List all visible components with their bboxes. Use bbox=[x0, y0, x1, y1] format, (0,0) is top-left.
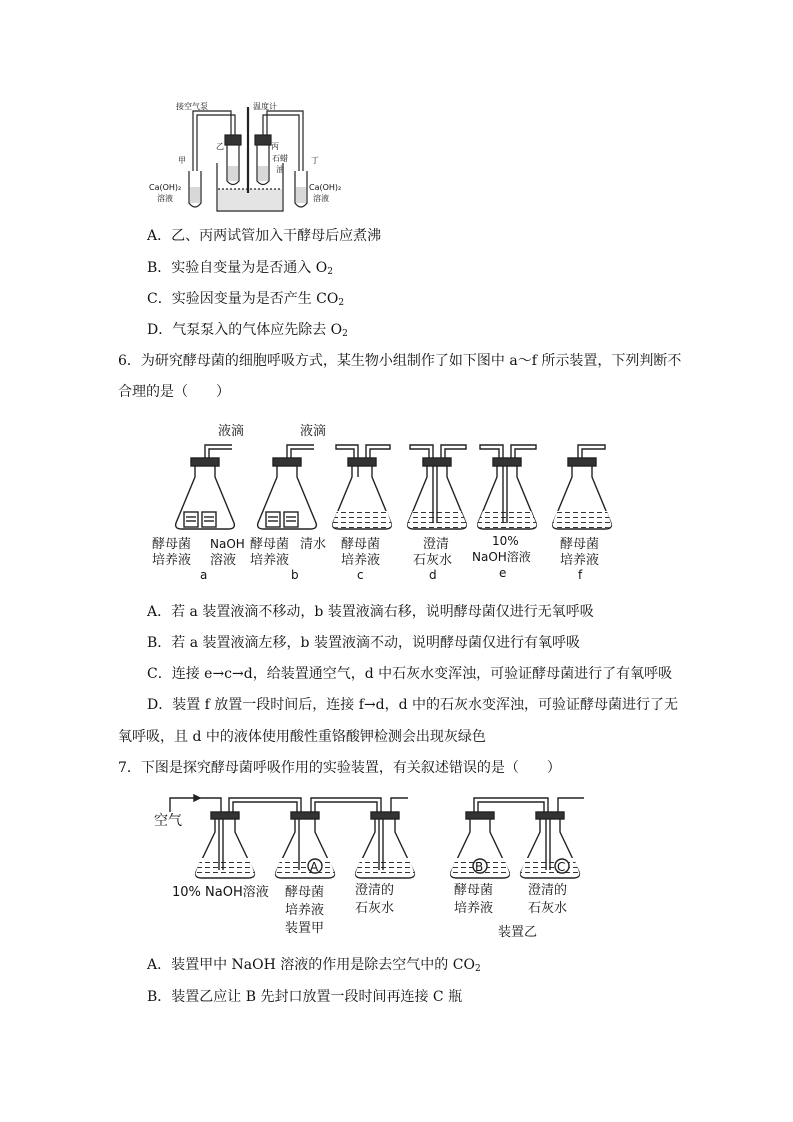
fig6-c-label1: 酵母菌 bbox=[341, 537, 381, 552]
fig5-label-thermo: 温度计 bbox=[253, 102, 277, 111]
fig6-a-left1: 酵母菌 bbox=[152, 537, 192, 552]
fig6-b-left1: 酵母菌 bbox=[250, 537, 290, 552]
fig6-d-label2: 石灰水 bbox=[413, 553, 453, 568]
fig6-a-right1: NaOH bbox=[210, 537, 245, 551]
fig6-b-letter: b bbox=[291, 568, 299, 582]
fig7-flaskA-letter: A bbox=[310, 860, 319, 874]
fig5-label-left-sol1: Ca(OH)₂ bbox=[149, 183, 182, 192]
fig6-a-letter: a bbox=[200, 568, 208, 582]
fig7-culture2: 培养液 bbox=[454, 901, 494, 916]
q5-option-b: B．实验自变量为是否通入 $O_2$ bbox=[147, 260, 333, 277]
fig6-droplet-a: 液滴 bbox=[218, 424, 245, 439]
fig6-c-letter: c bbox=[357, 568, 364, 582]
fig6-f-letter: f bbox=[578, 568, 583, 582]
fig7-yeast2: 酵母菌 bbox=[454, 883, 494, 898]
fig5-label-right-sol2: 溶液 bbox=[313, 194, 329, 203]
q6-stem-line1: 6．为研究酵母菌的细胞呼吸方式，某生物小组制作了如下图中 a～f 所示装置，下列判断不 bbox=[118, 353, 682, 369]
fig5-label-yi: 乙 bbox=[216, 142, 224, 151]
fig7-apparatus bbox=[148, 790, 598, 945]
q6-option-a: A．若 a 装置液滴不移动，b 装置液滴右移，说明酵母菌仅进行无氧呼吸 bbox=[147, 604, 594, 620]
fig6-droplet-b: 液滴 bbox=[300, 424, 327, 439]
q7-stem: 7．下图是探究酵母菌呼吸作用的实验装置，有关叙述错误的是（ ） bbox=[118, 760, 561, 776]
fig5-apparatus bbox=[145, 93, 360, 218]
fig6-a-left2: 培养液 bbox=[152, 553, 192, 568]
fig6-d-letter: d bbox=[429, 568, 437, 582]
q7-option-a: A．装置甲中 NaOH 溶液的作用是除去空气中的 $CO_2$ bbox=[147, 957, 481, 974]
q5-option-a: A．乙、丙两试管加入干酵母后应煮沸 bbox=[147, 228, 382, 244]
fig6-f-label1: 酵母菌 bbox=[560, 537, 600, 552]
fig7-lime2b: 石灰水 bbox=[528, 901, 568, 916]
fig6-e-label2: NaOH溶液 bbox=[472, 550, 531, 564]
fig7-device-yi: 装置乙 bbox=[498, 925, 538, 940]
fig7-air-label: 空气 bbox=[154, 813, 182, 829]
fig6-f-label2: 培养液 bbox=[560, 553, 600, 568]
fig7-flaskC-letter: C bbox=[557, 860, 566, 874]
fig5-label-jia: 甲 bbox=[178, 156, 186, 165]
fig6-e-letter: e bbox=[499, 566, 507, 580]
fig6-apparatus bbox=[140, 415, 620, 585]
q7-option-b: B．装置乙应让 B 先封口放置一段时间再连接 C 瓶 bbox=[147, 989, 463, 1005]
fig7-naoh-label: 10% NaOH溶液 bbox=[172, 885, 269, 900]
q5-option-c: C．实验因变量为是否产生 $CO_2$ bbox=[147, 291, 345, 308]
fig5-label-wax1: 石蜡 bbox=[272, 154, 288, 163]
fig6-e-label1: 10% bbox=[492, 534, 519, 548]
fig5-label-left-sol2: 溶液 bbox=[157, 194, 173, 203]
fig6-b-right: 清水 bbox=[300, 537, 327, 552]
q5-option-d: D．气泵泵入的气体应先除去 $O_2$ bbox=[147, 322, 348, 339]
fig6-a-right2: 溶液 bbox=[210, 553, 237, 568]
fig7-flaskB-letter: B bbox=[475, 860, 484, 874]
q6-option-d-line1: D．装置 f 放置一段时间后，连接 f→d，d 中的石灰水变浑浊，可验证酵母菌进行了无 bbox=[147, 697, 679, 713]
fig6-d-label1: 澄清 bbox=[423, 537, 450, 552]
fig5-label-bing: 丙 bbox=[271, 142, 279, 151]
q6-option-b: B．若 a 装置液滴左移，b 装置液滴不动，说明酵母菌仅进行有氧呼吸 bbox=[147, 635, 580, 651]
fig6-b-left2: 培养液 bbox=[250, 553, 290, 568]
q6-stem-line2: 合理的是（ ） bbox=[118, 384, 230, 400]
fig5-label-right-sol1: Ca(OH)₂ bbox=[309, 183, 342, 192]
fig7-lime1a: 澄清的 bbox=[355, 883, 395, 898]
q6-option-c: C．连接 e→c→d，给装置通空气，d 中石灰水变浑浊，可验证酵母菌进行了有氧呼吸 bbox=[147, 666, 673, 682]
fig5-label-pump: 接空气泵 bbox=[176, 102, 208, 111]
fig7-device-jia: 装置甲 bbox=[285, 921, 325, 936]
fig5-label-ding: 丁 bbox=[311, 156, 319, 165]
q6-option-d-line2: 氧呼吸，且 d 中的液体使用酸性重铬酸钾检测会出现灰绿色 bbox=[118, 729, 486, 745]
fig7-lime2a: 澄清的 bbox=[528, 883, 568, 898]
fig7-culture1: 培养液 bbox=[285, 903, 325, 918]
fig6-c-label2: 培养液 bbox=[341, 553, 381, 568]
fig7-lime1b: 石灰水 bbox=[355, 901, 395, 916]
fig5-label-wax2: 油 bbox=[276, 165, 284, 174]
fig7-yeast1: 酵母菌 bbox=[285, 885, 325, 900]
